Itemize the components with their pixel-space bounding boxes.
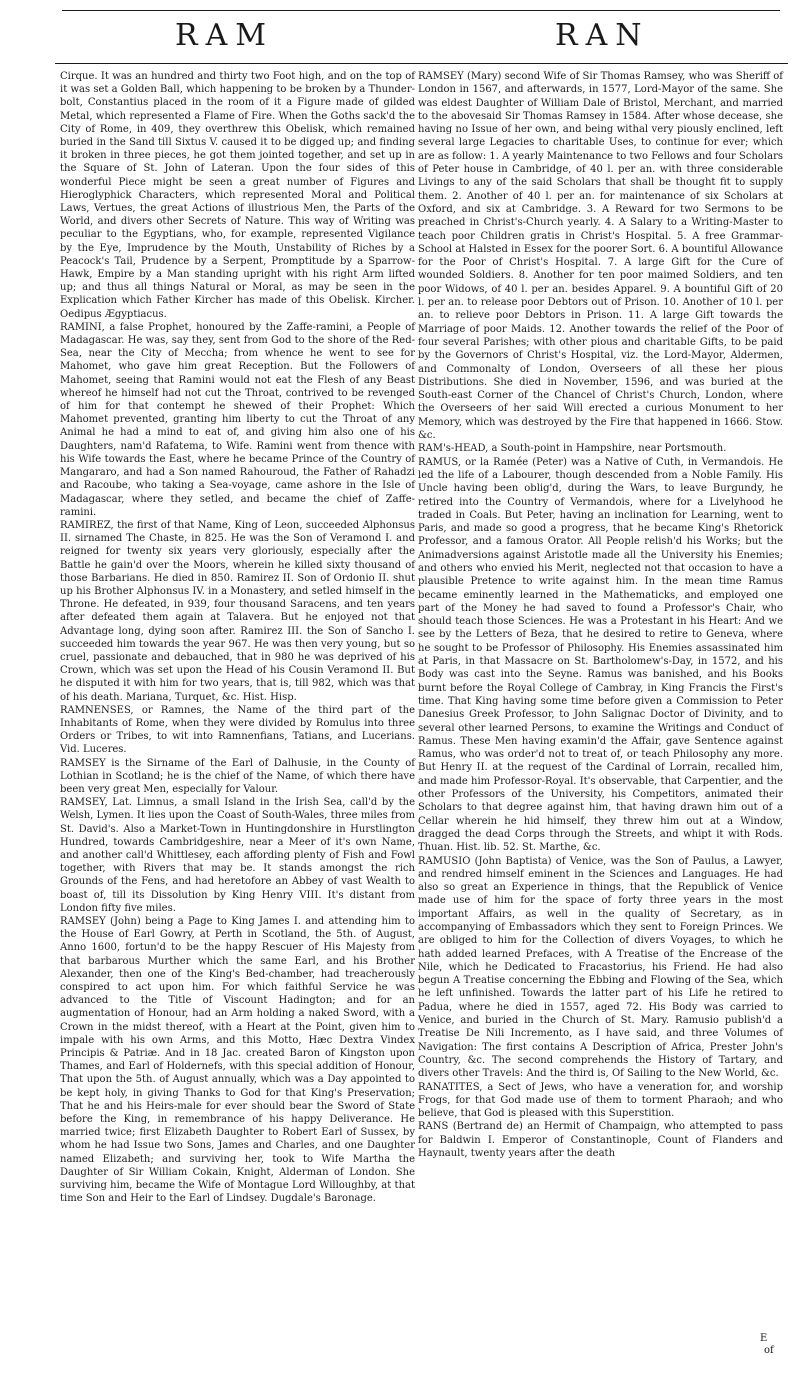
running-head-left: RAM bbox=[175, 18, 274, 53]
entry-ramnenses: RAMNENSES, or Ramnes, the Name of the third part of the Inhabitants of Rome, when they were divided by Romulus into three Orders or Tribes, to wit into Ramnenfians, Tatians, and Lucerians. Vid. Luceres. bbox=[60, 704, 415, 756]
running-head-right: RAN bbox=[555, 18, 650, 53]
right-column bbox=[418, 70, 783, 1160]
entry-ramsey-island: RAMSEY, Lat. Limnus, a small Island in the Irish Sea, call'd by the Welsh, Lymen. It lies upon the Coast of South-Wales, three miles from St. David's. Also a Market-Town in Huntingdonshire in Hurstlington Hundred, towards Cambridgeshire, near a Meer of it's own Name, and another call'd Whittlesey, each affording plenty of Fish and Fowl together, with Rivers that may be. It stands amongst the rich Grounds of the Fens, and had heretofore an Abbey of vast Wealth to boast of, till its Dissolution by King Henry VIII. It's distant from London fifty five miles. bbox=[60, 797, 415, 914]
entry-ramus: RAMUS, or la Ramée (Peter) was a Native of Cuth, in Vermandois. He led the life of a Labourer, though descended from a Noble Family. His Uncle having been oblig'd, during the Wars, to leave Burgundy, he retired into the Country of Vermandois, where for a Livelyhood he traded in Coals. But Peter, having an inclination for Learning, went to Paris, and made so good a progress, that he became King's Rhetorick Professor, and a famous Orator. All People relish'd his Works; but the Animadversions against Aristotle made all the University his Enemies; and others who envied his Merit, neglected not that occasion to have a plausible Pretence to write against him. In the mean time Ramus became eminently learned in the Mathematicks, and employed one part of the Money he had saved to found a Professor's Chair, who should teach those Sciences. He was a Protestant in his Heart: And we see by the Letters of Beza, that he desired to retire to Geneva, where he sought to be Professor of Philosophy. His Enemies assassinated him at Paris, in that Massacre on St. Bartholomew's-Day, in 1572, and his Body was cast into the Seyne. Ramus was banished, and his Books burnt before the Royal College of Cambray, in King Francis the First's time. That King having some time before given a Commission to Peter Danesius Greek Professor, to John Salignac Doctor of Divinity, and to several other learned Persons, to examine the Writings and Conduct of Ramus. These Men having examin'd the Affair, gave Sentence against Ramus, who was order'd not to treat of, or teach Philosophy any more. But Henry II. at the request of the Cardinal of Lorrain, recalled him, and made him Professor-Royal. It's observable, that Carpentier, and the other Professors of the University, his Competitors, animated their Scholars to that degree against him, that having drawn him out of a Cellar wherein he hid himself, they threw him out at a Window, dragged the dead Corps through the Streets, and whipt it with Rods. Thuan. Hist. lib. 52. St. Marthe, &c. bbox=[418, 456, 783, 854]
entry-obelisk-continued: Cirque. It was an hundred and thirty two Foot high, and on the top of it was set a Golden Ball, which happening to be broken by a Thunder-bolt, Constantius placed in the room of it a Figure made of gilded Metal, which represented a Flame of Fire. When the Goths sack'd the City of Rome, in 409, they overthrew this Obelisk, which remained buried in the Sand till Sixtus V. caused it to be digged up; and finding it broken in three pieces, he got them jointed together, and set up in the Square of St. John of Lateran. Upon the four sides of this wonderful Piece might be seen a great number of Figures and Hieroglyphick Characters, which represented Moral and Political Laws, Vertues, the great Actions of illustrious Men, the Parts of the World, and divers other Secrets of Nature. This way of Writing was peculiar to the Egyptians, who, for example, represented Vigilance by the Eye, Imprudence by the Mouth, Unstability of Riches by a Peacock's Tail, Prudence by a Serpent, Promptitude by a Sparrow-Hawk, Empire by a Man standing upright with his right Arm lifted up; and thus all things Natural or Moral, as may be seen in the Explication which Father Kircher has made of this Obelisk. Kircher. Oedipus Ægyptiacus. bbox=[60, 71, 415, 320]
entry-ranatites: RANATITES, a Sect of Jews, who have a veneration for, and worship Frogs, for that God made use of them to torment Pharaoh; and who believe, that God is pleased with this Superstition. bbox=[418, 1081, 783, 1120]
entry-ramsey-john: RAMSEY (John) being a Page to King James I. and attending him to the House of Earl Gowry, at Perth in Scotland, the 5th. of August, Anno 1600, fortun'd to be the happy Rescuer of His Majesty from that barbarous Murther which the same Earl, and his Brother Alexander, then one of the King's Bed-chamber, had treacherously conspired to act upon him. For which faithful Service he was advanced to the Title of Viscount Hadington; and for an augmentation of Honour, had an Arm holding a naked Sword, with a Crown in the midst thereof, with a Heart at the Point, given him to impale with his own Arms, and this Motto, Hæc Dextra Vindex Principis & Patriæ. And in 18 Jac. created Baron of Kingston upon Thames, and Earl of Holdernefs, with this special addition of Honour, That upon the 5th. of August annually, which was a Day appointed to be kept holy, in giving Thanks to God for that King's Preservation; That he and his Heirs-male for ever should bear the Sword of State before the King, in remembrance of his happy Deliverance. He married twice; first Elizabeth Daughter to Robert Earl of Sussex, by whom he had Issue two Sons, James and Charles, and one Daughter named Elizabeth; and surviving her, took to Wife Martha the Daughter of Sir William Cokain, Knight, Alderman of London. She surviving him, became the Wife of Montague Lord Willoughby, at that time Son and Heir to the Earl of Lindsey. Dugdale's Baronage. bbox=[60, 916, 415, 1205]
entry-ramsey-earl: RAMSEY is the Sirname of the Earl of Dalhusie, in the County of Lothian in Scotland; he is the chief of the Name, of which there have been very great Men, especially for Valour. bbox=[60, 757, 415, 795]
catchword: of bbox=[764, 1345, 774, 1356]
left-column bbox=[60, 70, 415, 1205]
entry-rans: RANS (Bertrand de) an Hermit of Champaign, who attempted to pass for Baldwin I. Emperor of Constantinople, Count of Flanders and Haynault, twenty years after the death bbox=[418, 1121, 783, 1160]
entry-ramirez: RAMIREZ, the first of that Name, King of Leon, succeeded Alphonsus II. sirnamed The Chaste, in 825. He was the Son of Veramond I. and reigned for twenty six years very gloriously, especially after the Battle he gain'd over the Moors, wherein he killed sixty thousand of those Barbarians. He died in 850. Ramirez II. Son of Ordonio II. shut up his Brother Alphonsus IV. in a Monastery, and setled himself in the Throne. He defeated, in 939, four thousand Saracens, and ten years after defeated them again at Talavera. But he enjoyed not that Advantage long, dying soon after. Ramirez III. the Son of Sancho I. succeeded him towards the year 967. He was then very young, but so cruel, passionate and debauched, that in 980 he was deprived of his Crown, which was set upon the Head of his Cousin Veramond II. But he disputed it with him for two years, that is, till 982, which was that of his death. Mariana, Turquet, &c. Hist. Hisp. bbox=[60, 519, 415, 703]
entry-rams-head: RAM's-HEAD, a South-point in Hampshire, near Portsmouth. bbox=[418, 443, 727, 455]
entry-ramusio: RAMUSIO (John Baptista) of Venice, was the Son of Paulus, a Lawyer, and rendred himself eminent in the Sciences and Languages. He had also so great an Experience in things, that the Republick of Venice made use of him for the space of forty three years in the most important Affairs, as well in the quality of Secretary, as in accompanying of Embassadors which they sent to Foreign Princes. We are obliged to him for the Collection of divers Voyages, to which he hath added learned Prefaces, with A Treatise of the Encrease of the Nile, which he Dedicated to Fracastorius, his Friend. He had also begun A Treatise concerning the Ebbing and Flowing of the Sea, which he left unfinished. Towards the latter part of his Life he retired to Padua, where he died in 1557, aged 72. His Body was carried to Venice, and buried in the Church of St. Mary. Ramusio publish'd a Treatise De Nili Incremento, as I have said, and three Volumes of Navigation: The first contains A Description of Africa, Prester John's Country, &c. The second comprehends the History of Tartary, and divers other Travels: And the third is, Of Sailing to the New World, &c. bbox=[418, 855, 783, 1080]
signature-mark: E bbox=[760, 1333, 768, 1344]
entry-ramini: RAMINI, a false Prophet, honoured by the Zaffe-ramini, a People of Madagascar. He was, say they, sent from God to the shore of the Red-Sea, near the City of Meccha; from whence he went to see for Mahomet, who gave him great Reception. But the Followers of Mahomet, seeing that Ramini would not eat the Flesh of any Beast whereof he himself had not cut the Throat, contrived to be revenged of him for that contempt he shewed of their Prophet: Which Mahomet prevented, granting him liberty to cut the Throat of any Animal he had a mind to eat of, and giving him also one of his Daughters, nam'd Rafatema, to Wife. Ramini went from thence with his Wife towards the East, where he became Prince of the Country of Mangararo, and had a Son named Rahouroud, the Father of Rahadzi and Racoube, who taking a Sea-voyage, came ashore in the Isle of Madagascar, where they setled, and became the chief of Zaffe-ramini. bbox=[60, 321, 415, 518]
header-rule bbox=[55, 63, 788, 64]
entry-ramsey-mary: RAMSEY (Mary) second Wife of Sir Thomas Ramsey, who was Sheriff of London in 1567, and afterwards, in 1577, Lord-Mayor of the same. She was eldest Daughter of William Dale of Bristol, Merchant, and married to the abovesaid Sir Thomas Ramsey in 1584. After whose decease, she having no Issue of her own, and being withal very piously enclined, left several large Legacies to charitable Uses, to continue for ever; which are as follow: 1. A yearly Maintenance to two Fellows and four Scholars of Peter house in Cambridge, of 40 l. per an. with three considerable Livings to any of the said Scholars that shall be thought fit to supply them. 2. Another of 40 l. per an. for maintenance of six Scholars at Oxford, and six at Cambridge. 3. A Reward for two Sermons to be preached in Christ's-Church yearly. 4. A Salary to a Writing-Master to teach poor Children gratis in Christ's Hospital. 5. A free Grammar-School at Halsted in Essex for the poorer Sort. 6. A bountiful Allowance for the Poor of Christ's Hospital. 7. A large Gift for the Cure of wounded Soldiers. 8. Another for ten poor maimed Soldiers, and ten poor Widows, of 40 l. per an. besides Apparel. 9. A bountiful Gift of 20 l. per an. to release poor Debtors out of Prison. 10. Another of 10 l. per an. to relieve poor Debtors in Prison. 11. A large Gift towards the Marriage of poor Maids. 12. Another towards the relief of the Poor of four several Parishes; with other pious and charitable Gifts, to be paid by the Governors of Christ's Hospital, viz. the Lord-Mayor, Aldermen, and Commonalty of London, Overseers of all these her pious Distributions. She died in November, 1596, and was buried at the South-east Corner of the Chancel of Christ's Church, London, where the Overseers of her said Will erected a curious Monument to her Memory, which was destroyed by the Fire that happened in 1666. Stow. &c. bbox=[418, 71, 783, 442]
top-rule bbox=[62, 10, 780, 11]
